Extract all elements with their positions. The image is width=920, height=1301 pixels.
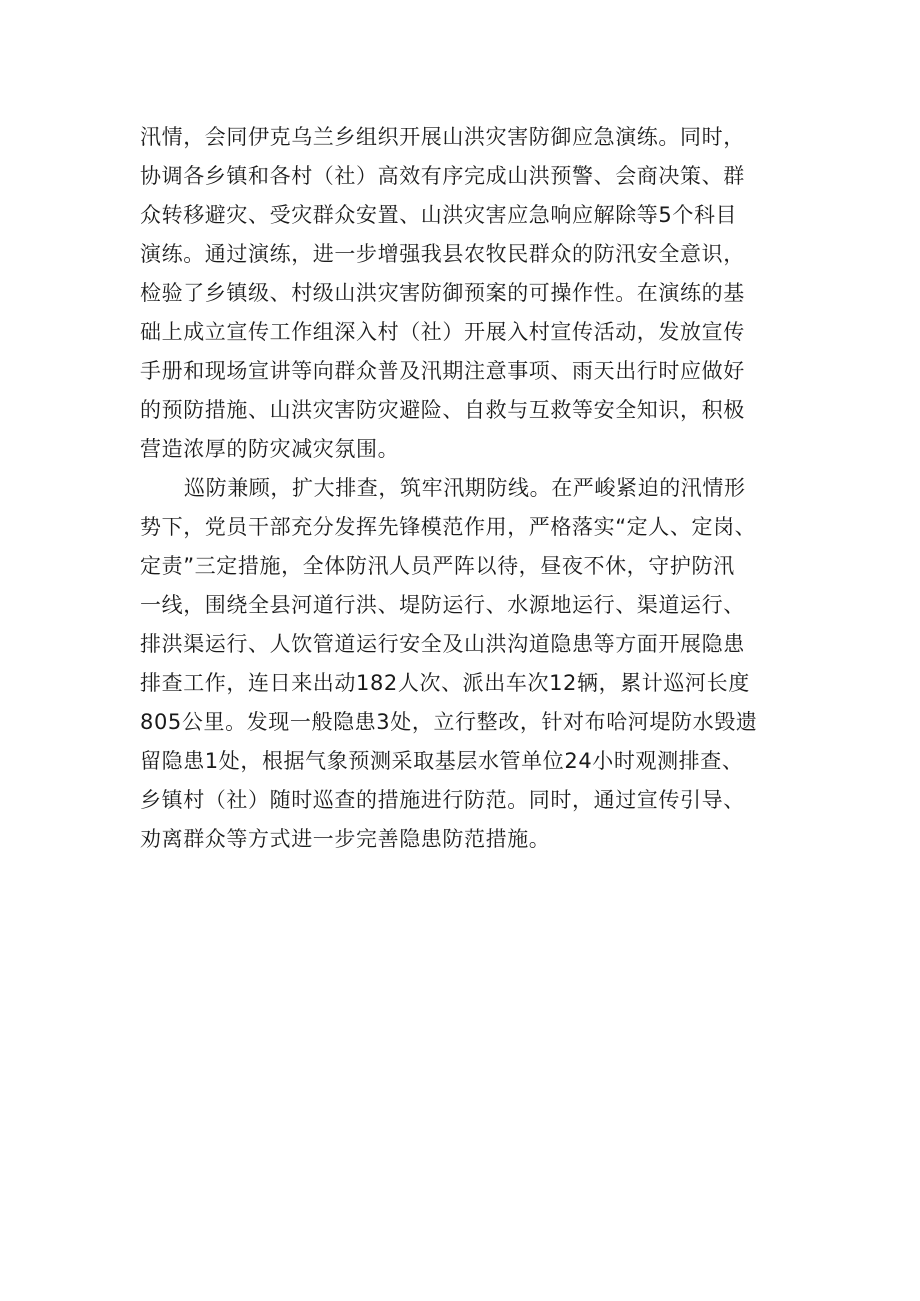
text-line: 巡防兼顾，扩大排查，筑牢汛期防线。在严峻紧迫的汛情形	[184, 476, 746, 500]
text-line: 805公里。发现一般隐患3处，立行整改，针对布哈河堤防水毁遗	[140, 710, 758, 734]
text-line: 营造浓厚的防灾减灾氛围。	[140, 437, 400, 461]
text-line: 协调各乡镇和各村（社）高效有序完成山洪预警、会商决策、群	[140, 164, 745, 188]
text-line: 定责”三定措施，全体防汛人员严阵以待，昼夜不休，守护防汛	[140, 554, 735, 578]
text-line: 检验了乡镇级、村级山洪灾害防御预案的可操作性。在演练的基	[140, 281, 745, 305]
paragraph-2	[140, 469, 800, 859]
text-line: 汛情，会同伊克乌兰乡组织开展山洪灾害防御应急演练。同时，	[140, 125, 745, 149]
text-line: 劝离群众等方式进一步完善隐患防范措施。	[140, 827, 551, 851]
text-line: 础上成立宣传工作组深入村（社）开展入村宣传活动，发放宣传	[140, 320, 745, 344]
text-line: 一线，围绕全县河道行洪、堤防运行、水源地运行、渠道运行、	[140, 593, 745, 617]
text-line: 势下，党员干部充分发挥先锋模范作用，严格落实“定人、定岗、	[140, 515, 757, 539]
text-line: 排查工作，连日来出动182人次、派出车次12辆，累计巡河长度	[140, 671, 750, 695]
document-body	[140, 118, 800, 859]
text-line: 的预防措施、山洪灾害防灾避险、自救与互救等安全知识，积极	[140, 398, 745, 422]
text-line: 演练。通过演练，进一步增强我县农牧民群众的防汛安全意识，	[140, 242, 745, 266]
text-line: 众转移避灾、受灾群众安置、山洪灾害应急响应解除等5个科目	[140, 203, 738, 227]
text-line: 手册和现场宣讲等向群众普及汛期注意事项、雨天出行时应做好	[140, 359, 745, 383]
text-line: 留隐患1处，根据气象预测采取基层水管单位24小时观测排查、	[140, 749, 744, 773]
paragraph-1	[140, 118, 800, 469]
text-line: 排洪渠运行、人饮管道运行安全及山洪沟道隐患等方面开展隐患	[140, 632, 745, 656]
text-line: 乡镇村（社）随时巡查的措施进行防范。同时，通过宣传引导、	[140, 788, 745, 812]
